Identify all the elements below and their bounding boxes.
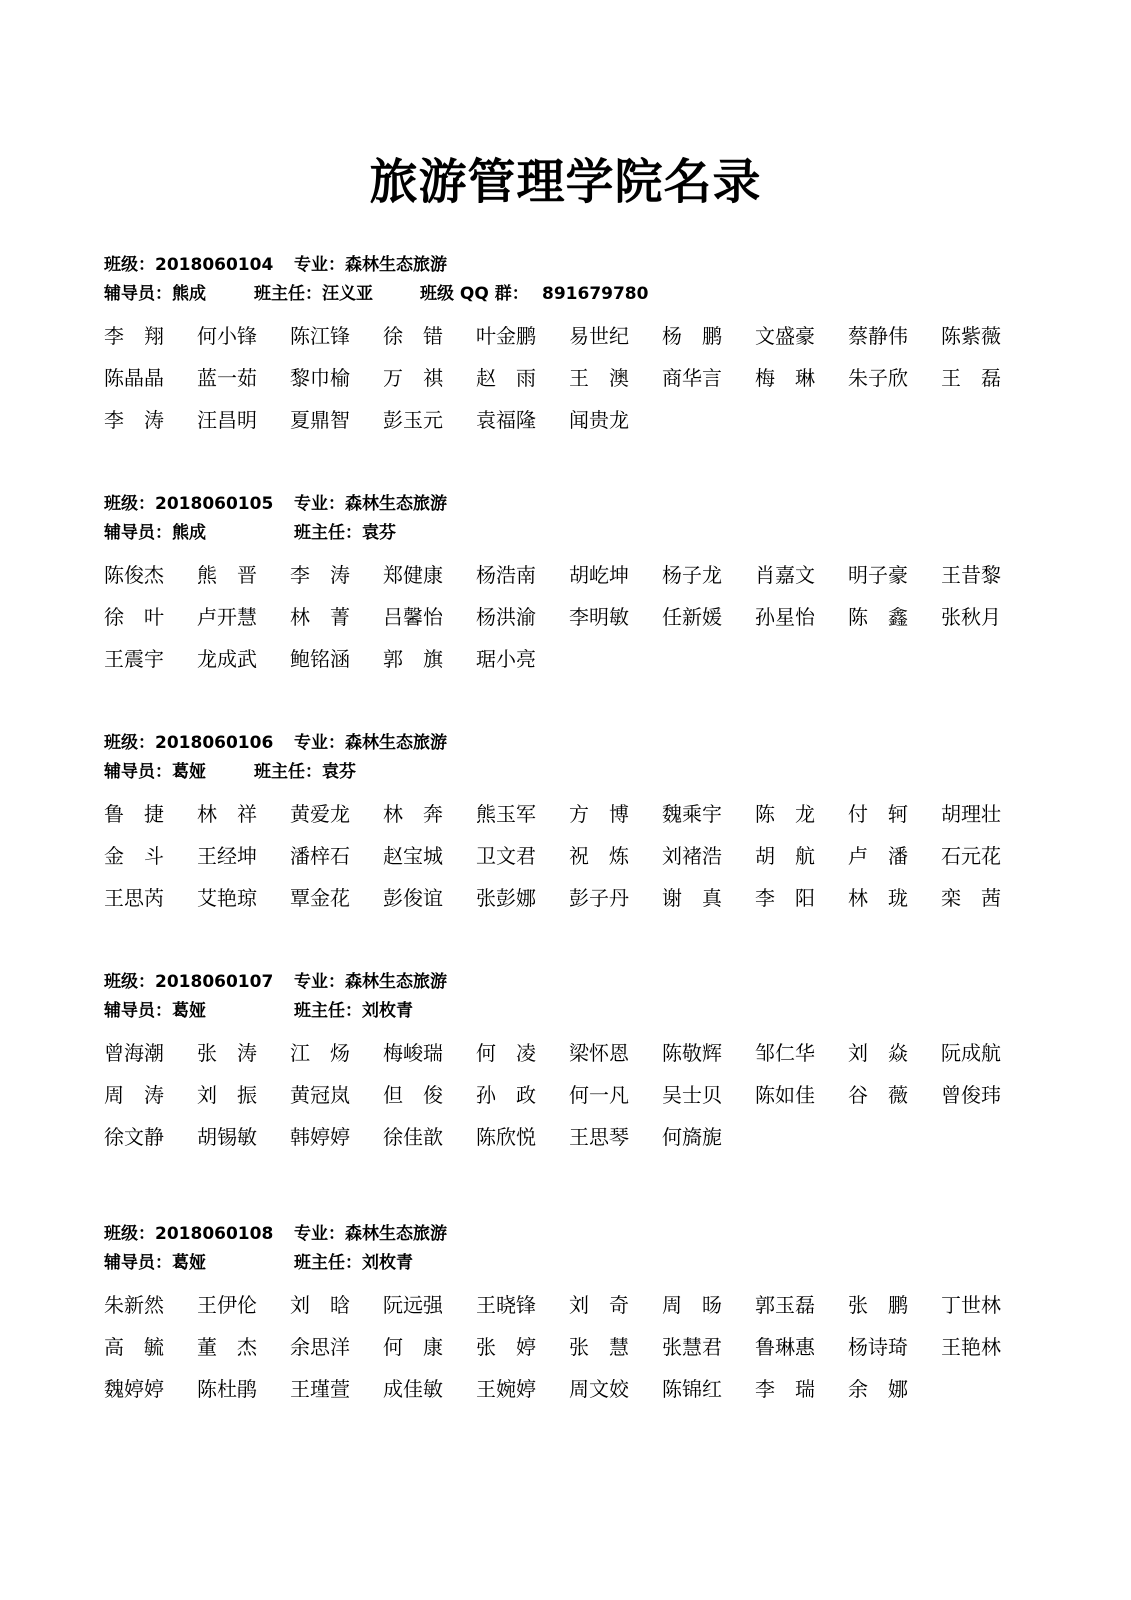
student-name: 阮远强	[383, 1293, 443, 1317]
student-name: 陈 鑫	[848, 605, 908, 629]
student-list	[104, 315, 1034, 441]
student-name: 梅 琳	[755, 366, 815, 390]
student-name: 曾海潮	[104, 1041, 164, 1065]
student-name: 林 菁	[290, 605, 350, 629]
counselor-label: 辅导员：熊成	[104, 523, 206, 543]
class-section-2018060106	[104, 729, 1034, 919]
class-section-2018060107	[104, 968, 1034, 1158]
student-name: 何旖旎	[662, 1125, 722, 1149]
student-name: 陈欣悦	[476, 1125, 536, 1149]
student-name: 李 涛	[290, 563, 350, 587]
student-name: 袁福隆	[476, 408, 536, 432]
student-name: 彭玉元	[383, 408, 443, 432]
student-name: 张慧君	[662, 1335, 722, 1359]
head-teacher-label: 班主任：汪义亚	[254, 284, 373, 304]
student-list	[104, 554, 1034, 680]
student-name: 熊玉军	[476, 802, 536, 826]
counselor-label: 辅导员：熊成	[104, 284, 206, 304]
student-name: 但 俊	[383, 1083, 443, 1107]
student-name: 郭玉磊	[755, 1293, 815, 1317]
student-name: 金 斗	[104, 844, 164, 868]
student-name: 李 瑞	[755, 1377, 815, 1401]
student-name: 林 祥	[197, 802, 257, 826]
student-name: 黄冠岚	[290, 1083, 350, 1107]
student-name: 王震宇	[104, 647, 164, 671]
student-name: 胡理壮	[941, 802, 1001, 826]
student-name: 张 涛	[197, 1041, 257, 1065]
student-name: 杨诗琦	[848, 1335, 908, 1359]
staff-info-line	[104, 519, 1034, 548]
student-name: 琚小亮	[476, 647, 536, 671]
student-name: 李 翔	[104, 324, 164, 348]
head-teacher-label: 班主任：刘枚青	[294, 1253, 413, 1273]
student-name: 杨子龙	[662, 563, 722, 587]
student-name: 刘 焱	[848, 1041, 908, 1065]
student-name: 黎巾榆	[290, 366, 350, 390]
class-label: 班级：2018060104	[104, 255, 274, 275]
student-name: 郭 旗	[383, 647, 443, 671]
student-name: 吴士贝	[662, 1083, 722, 1107]
student-name: 徐 叶	[104, 605, 164, 629]
student-name: 李 阳	[755, 886, 815, 910]
student-name: 王 磊	[941, 366, 1001, 390]
student-name: 夏鼎智	[290, 408, 350, 432]
class-info-line	[104, 729, 1034, 758]
student-name: 刘 奇	[569, 1293, 629, 1317]
student-name: 鲍铭涵	[290, 647, 350, 671]
student-name: 陈晶晶	[104, 366, 164, 390]
student-name: 陈紫薇	[941, 324, 1001, 348]
student-name: 周 旸	[662, 1293, 722, 1317]
class-section-2018060105	[104, 490, 1034, 680]
student-name: 张 鹏	[848, 1293, 908, 1317]
student-name: 鲁 捷	[104, 802, 164, 826]
student-name: 邹仁华	[755, 1041, 815, 1065]
class-label: 班级：2018060107	[104, 972, 274, 992]
student-name: 卢 潘	[848, 844, 908, 868]
student-name: 胡 航	[755, 844, 815, 868]
student-name: 杨浩南	[476, 563, 536, 587]
student-name: 龙成武	[197, 647, 257, 671]
student-name: 蓝一茹	[197, 366, 257, 390]
student-name: 魏婷婷	[104, 1377, 164, 1401]
student-name: 熊 晋	[197, 563, 257, 587]
student-name: 谢 真	[662, 886, 722, 910]
student-name: 明子豪	[848, 563, 908, 587]
student-name: 高 毓	[104, 1335, 164, 1359]
student-list	[104, 793, 1034, 919]
counselor-label: 辅导员：葛娅	[104, 762, 206, 782]
student-name: 周 涛	[104, 1083, 164, 1107]
student-name: 徐佳歆	[383, 1125, 443, 1149]
major-label: 专业：森林生态旅游	[294, 733, 447, 753]
student-name: 何小锋	[197, 324, 257, 348]
class-section-2018060108	[104, 1220, 1034, 1410]
student-name: 祝 炼	[569, 844, 629, 868]
student-name: 杨洪渝	[476, 605, 536, 629]
student-name: 陈锦红	[662, 1377, 722, 1401]
student-name: 鲁琳惠	[755, 1335, 815, 1359]
class-info-line	[104, 1220, 1034, 1249]
head-teacher-label: 班主任：袁芬	[254, 762, 356, 782]
student-name: 文盛豪	[755, 324, 815, 348]
head-teacher-label: 班主任：刘枚青	[294, 1001, 413, 1021]
student-name: 赵 雨	[476, 366, 536, 390]
student-name: 陈如佳	[755, 1083, 815, 1107]
student-name: 任新媛	[662, 605, 722, 629]
student-name: 栾 茜	[941, 886, 1001, 910]
student-name: 李 涛	[104, 408, 164, 432]
class-info-line	[104, 490, 1034, 519]
student-name: 陈敬辉	[662, 1041, 722, 1065]
student-name: 艾艳琼	[197, 886, 257, 910]
student-name: 付 轲	[848, 802, 908, 826]
student-name: 郑健康	[383, 563, 443, 587]
student-name: 陈江锋	[290, 324, 350, 348]
student-name: 陈 龙	[755, 802, 815, 826]
student-name: 孙 政	[476, 1083, 536, 1107]
student-name: 王晓锋	[476, 1293, 536, 1317]
student-name: 何一凡	[569, 1083, 629, 1107]
class-label: 班级：2018060105	[104, 494, 274, 514]
qq-group-label: 班级 QQ 群：	[420, 284, 529, 304]
major-label: 专业：森林生态旅游	[294, 255, 447, 275]
counselor-label: 辅导员：葛娅	[104, 1001, 206, 1021]
student-name: 陈杜鹃	[197, 1377, 257, 1401]
student-name: 吕馨怡	[383, 605, 443, 629]
student-name: 王思芮	[104, 886, 164, 910]
student-name: 卫文君	[476, 844, 536, 868]
student-name: 石元花	[941, 844, 1001, 868]
student-name: 徐 错	[383, 324, 443, 348]
head-teacher-label: 班主任：袁芬	[294, 523, 396, 543]
class-label: 班级：2018060108	[104, 1224, 274, 1244]
student-name: 杨 鹏	[662, 324, 722, 348]
student-name: 蔡静伟	[848, 324, 908, 348]
student-name: 彭俊谊	[383, 886, 443, 910]
staff-info-line	[104, 758, 1034, 787]
student-name: 张彭娜	[476, 886, 536, 910]
student-name: 朱新然	[104, 1293, 164, 1317]
student-name: 赵宝城	[383, 844, 443, 868]
student-name: 王瑾萱	[290, 1377, 350, 1401]
student-name: 刘 晗	[290, 1293, 350, 1317]
major-label: 专业：森林生态旅游	[294, 494, 447, 514]
student-name: 汪昌明	[197, 408, 257, 432]
student-name: 孙星怡	[755, 605, 815, 629]
student-name: 闻贵龙	[569, 408, 629, 432]
student-name: 彭子丹	[569, 886, 629, 910]
student-name: 董 杰	[197, 1335, 257, 1359]
student-name: 商华言	[662, 366, 722, 390]
student-name: 卢开慧	[197, 605, 257, 629]
student-name: 覃金花	[290, 886, 350, 910]
staff-info-line	[104, 280, 1034, 309]
class-info-line	[104, 968, 1034, 997]
counselor-label: 辅导员：葛娅	[104, 1253, 206, 1273]
page-title: 旅游管理学院名录	[369, 154, 762, 210]
student-name: 张 婷	[476, 1335, 536, 1359]
staff-info-line	[104, 997, 1034, 1026]
student-name: 潘梓石	[290, 844, 350, 868]
student-name: 梁怀恩	[569, 1041, 629, 1065]
student-list	[104, 1284, 1034, 1410]
student-name: 张 慧	[569, 1335, 629, 1359]
student-name: 谷 薇	[848, 1083, 908, 1107]
student-name: 林 珑	[848, 886, 908, 910]
class-info-line	[104, 251, 1034, 280]
student-name: 阮成航	[941, 1041, 1001, 1065]
student-name: 王伊伦	[197, 1293, 257, 1317]
student-name: 叶金鹏	[476, 324, 536, 348]
student-name: 刘褚浩	[662, 844, 722, 868]
class-label: 班级：2018060106	[104, 733, 274, 753]
student-name: 余思洋	[290, 1335, 350, 1359]
staff-info-line	[104, 1249, 1034, 1278]
student-name: 王婉婷	[476, 1377, 536, 1401]
student-name: 何 凌	[476, 1041, 536, 1065]
student-name: 王经坤	[197, 844, 257, 868]
class-section-2018060104	[104, 251, 1034, 441]
student-name: 易世纪	[569, 324, 629, 348]
student-name: 李明敏	[569, 605, 629, 629]
student-name: 成佳敏	[383, 1377, 443, 1401]
student-name: 方 博	[569, 802, 629, 826]
qq-group-number: 891679780	[542, 284, 649, 304]
student-name: 徐文静	[104, 1125, 164, 1149]
student-name: 丁世林	[941, 1293, 1001, 1317]
student-name: 胡屹坤	[569, 563, 629, 587]
student-name: 张秋月	[941, 605, 1001, 629]
student-name: 朱子欣	[848, 366, 908, 390]
student-name: 何 康	[383, 1335, 443, 1359]
student-name: 周文姣	[569, 1377, 629, 1401]
student-name: 林 奔	[383, 802, 443, 826]
student-name: 余 娜	[848, 1377, 908, 1401]
student-name: 曾俊玮	[941, 1083, 1001, 1107]
student-name: 江 炀	[290, 1041, 350, 1065]
major-label: 专业：森林生态旅游	[294, 972, 447, 992]
student-list	[104, 1032, 1034, 1158]
student-name: 黄爱龙	[290, 802, 350, 826]
student-name: 肖嘉文	[755, 563, 815, 587]
student-name: 胡锡敏	[197, 1125, 257, 1149]
major-label: 专业：森林生态旅游	[294, 1224, 447, 1244]
student-name: 韩婷婷	[290, 1125, 350, 1149]
student-name: 王昔黎	[941, 563, 1001, 587]
student-name: 魏乘宇	[662, 802, 722, 826]
student-name: 王艳林	[941, 1335, 1001, 1359]
student-name: 梅峻瑞	[383, 1041, 443, 1065]
student-name: 刘 振	[197, 1083, 257, 1107]
student-name: 万 祺	[383, 366, 443, 390]
student-name: 王思琴	[569, 1125, 629, 1149]
student-name: 陈俊杰	[104, 563, 164, 587]
student-name: 王 澳	[569, 366, 629, 390]
